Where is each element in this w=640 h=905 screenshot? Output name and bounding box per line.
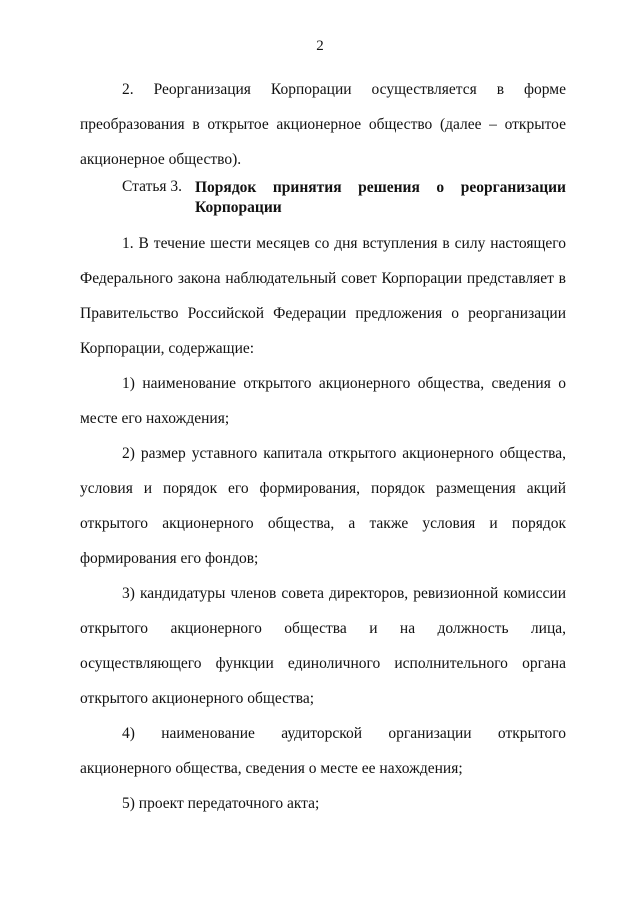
page-number: 2 xyxy=(316,38,324,54)
text-line: открытого акционерного общества, а также условия и порядок xyxy=(80,515,566,532)
text-line: условия и порядок его формирования, порядок размещения акций xyxy=(80,480,566,497)
paragraph-item-1 xyxy=(80,226,566,366)
text-line: 1) наименование открытого акционерного общества, сведения о xyxy=(122,375,566,392)
text-line: 2. Реорганизация Корпорации осуществляется в форме xyxy=(122,81,566,98)
text-line: Правительство Российской Федерации предложения о реорганизации xyxy=(80,305,566,322)
article-title-line: Порядок принятия решения о реорганизации xyxy=(195,179,566,196)
text-line: Корпорации, содержащие: xyxy=(80,340,255,357)
subitem-2 xyxy=(80,436,566,576)
text-line: 2) размер уставного капитала открытого акционерного общества, xyxy=(122,445,566,462)
subitem-4 xyxy=(80,716,566,786)
article-title xyxy=(195,178,566,218)
text-line: акционерного общества, сведения о месте ее нахождения; xyxy=(80,760,463,777)
text-line: акционерное общество). xyxy=(80,151,242,168)
text-line: Федерального закона наблюдательный совет Корпорации представляет в xyxy=(80,270,566,287)
subitem-5 xyxy=(80,786,566,821)
text-line: открытого акционерного общества; xyxy=(80,690,315,707)
text-line: 5) проект передаточного акта; xyxy=(122,795,320,812)
text-line: 4) наименование аудиторской организации открытого xyxy=(122,725,566,742)
text-line: преобразования в открытое акционерное общество (далее – открытое xyxy=(80,116,566,133)
article-title-line: Корпорации xyxy=(195,199,282,216)
subitem-1 xyxy=(80,366,566,436)
article-label: Статья 3. xyxy=(122,178,183,195)
text-line: месте его нахождения; xyxy=(80,410,230,427)
paragraph-point-2 xyxy=(80,72,566,177)
text-line: 3) кандидатуры членов совета директоров, ревизионной комиссии xyxy=(122,585,566,602)
text-line: осуществляющего функции единоличного исполнительного органа xyxy=(80,655,566,672)
text-line: формирования его фондов; xyxy=(80,550,259,567)
text-line: открытого акционерного общества и на должность лица, xyxy=(80,620,566,637)
text-line: 1. В течение шести месяцев со дня вступления в силу настоящего xyxy=(122,235,566,252)
subitem-3 xyxy=(80,576,566,716)
